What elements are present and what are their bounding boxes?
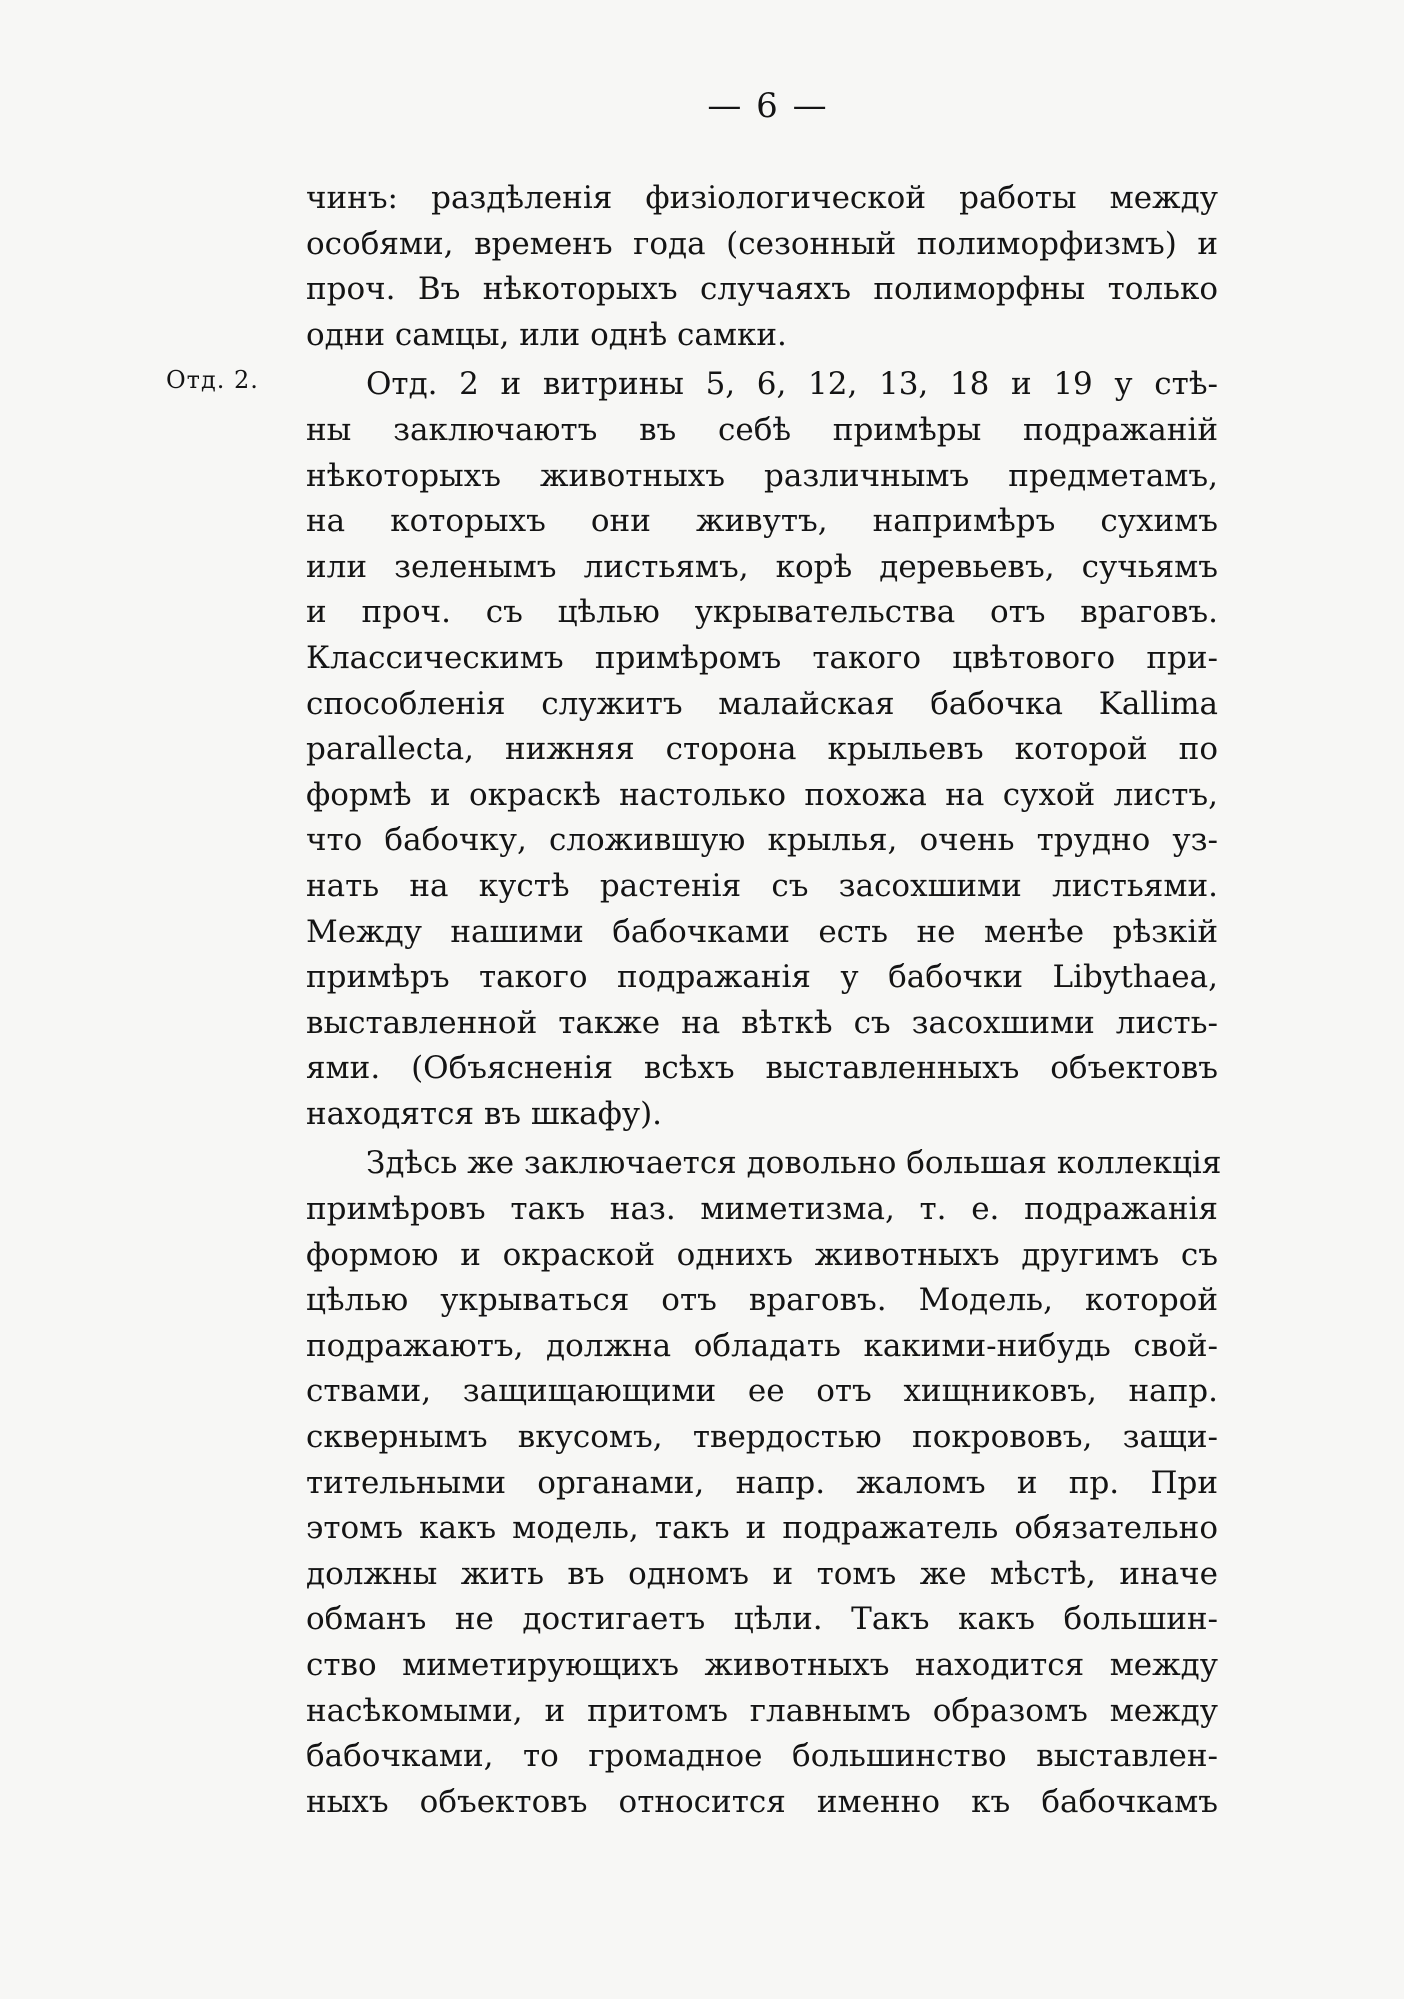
- text-line: бабочками, то громадное большинство выставлен-: [306, 1738, 1218, 1775]
- text-line: ями. (Объясненія всѣхъ выставленныхъ объектовъ: [306, 1050, 1218, 1087]
- text-line: Между нашими бабочками есть не менѣе рѣзкій: [306, 913, 1218, 950]
- text-line: чинъ: раздѣленія физіологической работы между: [306, 180, 1218, 216]
- text-line: ны заключаютъ въ себѣ примѣры подражаній: [306, 411, 1218, 448]
- text-line: выставленной также на вѣткѣ съ засохшими листь-: [306, 1004, 1218, 1041]
- text-line: цѣлью укрываться отъ враговъ. Модель, которой: [306, 1282, 1218, 1319]
- body-text: [306, 176, 1222, 1825]
- text-line: нать на кустѣ растенія съ засохшими листьями.: [306, 867, 1218, 904]
- text-line: тительными органами, напр. жаломъ и пр. При: [306, 1464, 1218, 1501]
- text-line: формою и окраской однихъ животныхъ другимъ съ: [306, 1236, 1218, 1273]
- text-line: одни самцы, или однѣ самки.: [306, 316, 787, 353]
- text-line: или зеленымъ листьямъ, корѣ деревьевъ, сучьямъ: [306, 548, 1218, 585]
- text-line: ствами, защищающими ее отъ хищниковъ, напр.: [306, 1373, 1218, 1410]
- text-line: обманъ не достигаетъ цѣли. Такъ какъ большин-: [306, 1601, 1218, 1638]
- margin-note: Отд. 2.: [166, 366, 259, 394]
- text-line: насѣкомыми, и притомъ главнымъ образомъ между: [306, 1692, 1218, 1729]
- text-line: parallecta, нижняя сторона крыльевъ которой по: [306, 731, 1218, 768]
- paragraph: [306, 1141, 1222, 1825]
- text-line: способленія служитъ малайская бабочка Kallima: [306, 685, 1218, 722]
- text-line: формѣ и окраскѣ настолько похожа на сухой листъ,: [306, 776, 1218, 813]
- text-line: особями, временъ года (сезонный полиморфизмъ) и: [306, 225, 1218, 262]
- text-line: проч. Въ нѣкоторыхъ случаяхъ полиморфны только: [306, 271, 1218, 308]
- text-line: подражаютъ, должна обладать какими-нибудь свой-: [306, 1327, 1218, 1364]
- paragraph: [306, 176, 1218, 358]
- text-line: ныхъ объектовъ относится именно къ бабочкамъ: [306, 1783, 1218, 1820]
- text-line: этомъ какъ модель, такъ и подражатель обязательно: [306, 1510, 1218, 1547]
- text-line: ство миметирующихъ животныхъ находится между: [306, 1647, 1218, 1683]
- text-line: Отд. 2 и витрины 5, 6, 12, 13, 18 и 19 у стѣ-: [366, 366, 1218, 403]
- text-line: что бабочку, сложившую крылья, очень трудно уз-: [306, 822, 1218, 859]
- text-line: Здѣсь же заключается довольно большая коллекція: [366, 1145, 1222, 1182]
- text-line: находятся въ шкафу).: [306, 1095, 663, 1132]
- text-line: на которыхъ они живутъ, напримѣръ сухимъ: [306, 503, 1218, 540]
- text-line: и проч. съ цѣлью укрывательства отъ враговъ.: [306, 594, 1218, 631]
- text-line: примѣровъ такъ наз. миметизма, т. е. подражанія: [306, 1191, 1218, 1228]
- text-line: Классическимъ примѣромъ такого цвѣтового при-: [306, 639, 1218, 676]
- text-line: должны жить въ одномъ и томъ же мѣстѣ, иначе: [306, 1555, 1218, 1592]
- page-number: — 6 —: [707, 86, 829, 126]
- text-line: примѣръ такого подражанія у бабочки Libythaea,: [306, 959, 1218, 996]
- text-line: сквернымъ вкусомъ, твердостью покрововъ, защи-: [306, 1419, 1218, 1456]
- text-line: нѣкоторыхъ животныхъ различнымъ предметамъ,: [306, 457, 1218, 494]
- paragraph: [306, 362, 1218, 1137]
